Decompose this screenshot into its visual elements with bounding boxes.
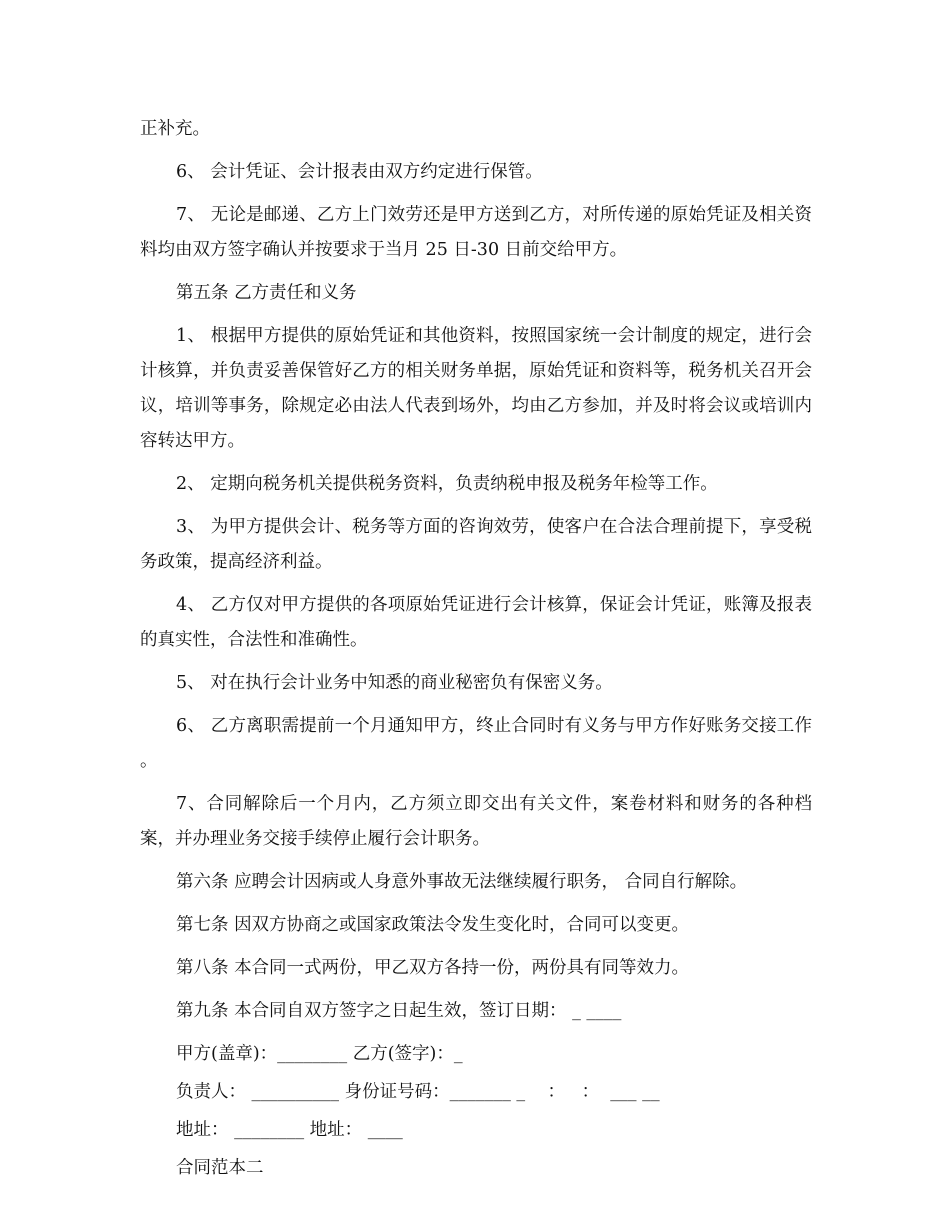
paragraph-clause-4-6: 6、 会计凭证、会计报表由双方约定进行保管。 [176,162,543,182]
paragraph-clause-5-2: 2、 定期向税务机关提供税务资料，负责纳税申报及税务年检等工作。 [176,474,718,494]
paragraph-clause-5-3: 3、 为甲方提供会计、税务等方面的咨询效劳，使客户在合法合理前提下，享受税务政策，提高经济利益。 [140,517,812,572]
signature-parties-line: 甲方(盖章)：________ 乙方(签字)：_ [176,1044,463,1064]
signature-responsible-line: 负责人： __________ 身份证号码：_______ _ ： ： ___ __ [176,1082,660,1102]
article-9: 第九条 本合同自双方签字之日起生效，签订日期： _ ____ [176,1001,622,1021]
next-contract-heading: 合同范本二 [176,1158,264,1178]
paragraph-clause-5-7: 7、合同解除后一个月内，乙方须立即交出有关文件，案卷材料和财务的各种档案，并办理业务交接手续停止履行会计职务。 [140,794,812,849]
paragraph-clause-5-6: 6、 乙方离职需提前一个月通知甲方，终止合同时有义务与甲方作好账务交接工作 。 [140,716,818,771]
paragraph-clause-5-5: 5、 对在执行会计业务中知悉的商业秘密负有保密义务。 [176,673,613,693]
article-7: 第七条 因双方协商之或国家政策法令发生变化时，合同可以变更。 [176,915,690,935]
article-8: 第八条 本合同一式两份，甲乙双方各持一份，两份具有同等效力。 [176,958,690,978]
article-5-heading: 第五条 乙方责任和义务 [176,283,357,303]
paragraph-clause-5-1: 1、 根据甲方提供的原始凭证和其他资料，按照国家统一会计制度的规定，进行会计核算，并负责妥善保管好乙方的相关财务单据，原始凭证和资料等，税务机关召开会议，培训等事务，除规定必由法人代表到场外，均由乙方参加，并及时将会议或培训内容转达甲方。 [140,326,812,451]
article-6: 第六条 应聘会计因病或人身意外事故无法继续履行职务， 合同自行解除。 [176,872,748,892]
signature-address-line: 地址： ________ 地址： ____ [176,1120,403,1140]
paragraph-continuation: 正补充。 [140,119,210,139]
paragraph-clause-4-7: 7、 无论是邮递、乙方上门效劳还是甲方送到乙方，对所传递的原始凭证及相关资料均由双方签字确认并按要求于当月 25 日-30 日前交给甲方。 [140,205,812,260]
document-body [140,112,818,1194]
paragraph-clause-5-4: 4、 乙方仅对甲方提供的各项原始凭证进行会计核算，保证会计凭证，账簿及报表的真实性，合法性和准确性。 [140,595,812,650]
